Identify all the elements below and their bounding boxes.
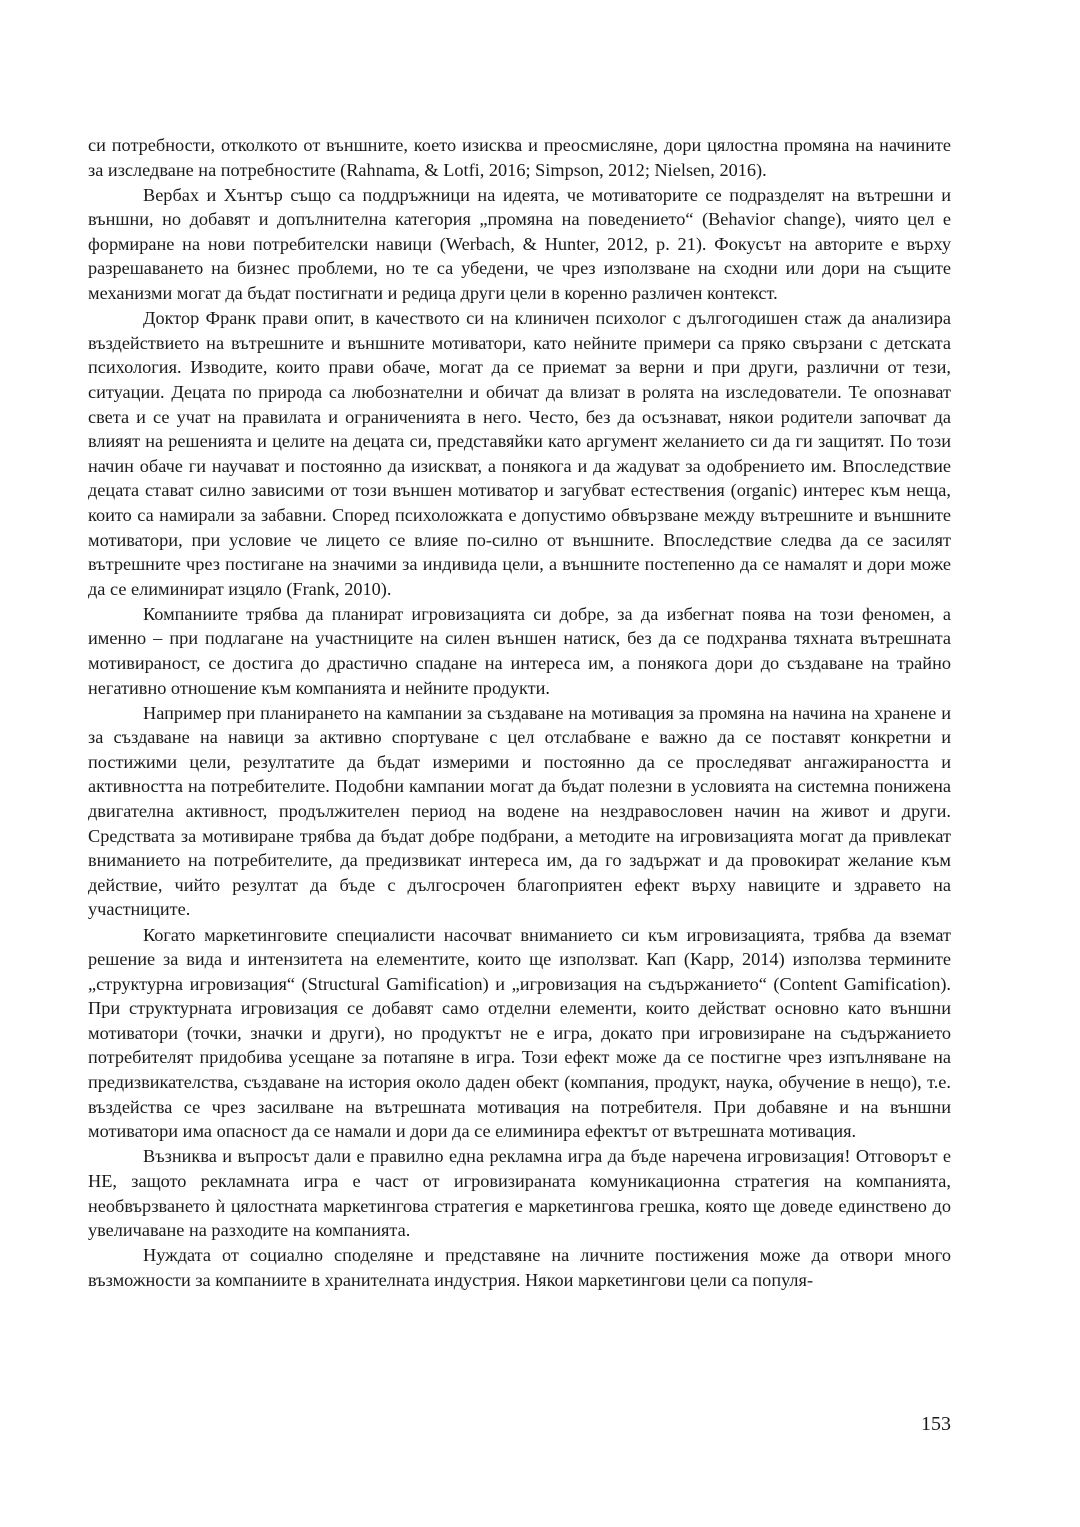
paragraph-campaign-example: Например при планирането на кампании за създаване на мотивация за промяна на начина на хранене и за създаване на навици за активно спортуване с цел отслабване е важно да се поставят конкретни и постижими цели, резултатите да бъдат измерими и постоянно да се проследяват ангажираността и активността на потребителите. Подобни кампании могат да бъдат полезни в условията на системна понижена двигателна активност, продължителен период на водене на нездравословен начин на живот и други. Средствата за мотивиране трябва да бъдат добре подбрани, а методите на игровизацията могат да привлекат вниманието на потребителите, да предизвикат интереса им, да го задържат и да провокират желание към действие, чийто резултат да бъде с дългосрочен благоприятен ефект върху навиците и здравето на участниците.	[88, 702, 951, 920]
paragraph-doctor-frank: Доктор Франк прави опит, в качеството си на клиничен психолог с дългогодишен стаж да анализира въздействието на вътрешните и външните мотиватори, като нейните примери са пряко свързани с детската психология. Изводите, които прави обаче, могат да се приемат за верни и при други, различни от тези, ситуации. Децата по природа са любознателни и обичат да влизат в ролята на изследователи. Те опознават света и се учат на правилата и ограниченията в него. Често, без да осъзнават, някои родители започват да влияят на решенията и целите на децата си, представяйки като аргумент желанието си да ги защитят. По този начин обаче ги научават и постоянно да изискват, а понякога и да жадуват за одобрението им. Впоследствие децата стават силно зависими от този външен мотиватор и загубват естествения (organic) интерес към неща, които са намирали за забавни. Според психоложката е допустимо обвързване между вътрешните и външните мотиватори, при условие че лицето се влияе по-силно от външните. Впоследствие следва да се засилят вътрешните чрез постигане на значими за индивида цели, а външните постепенно да се намалят и дори може да се елиминират изцяло (Frank, 2010).	[88, 308, 951, 599]
paragraph-continuation: си потребности, отколкото от външните, което изисква и преосмисляне, дори цялостна промяна на начините за изследване на потребностите (Rahnama, & Lotfi, 2016; Simpson, 2012; Nielsen, 2016).	[88, 135, 951, 180]
page-number: 153	[921, 1413, 951, 1435]
paragraph-companies-planning: Компаниите трябва да планират игровизацията си добре, за да избегнат поява на този феномен, а именно – при подлагане на участниците на силен външен натиск, без да се подхранва тяхната вътрешната мотивираност, се достига до драстично спадане на интереса им, а понякога дори до създаване на трайно негативно отношение към компанията и нейните продукти.	[88, 603, 951, 698]
paragraph-kapp-gamification: Когато маркетинговите специалисти насочват вниманието си към игровизацията, трябва да вземат решение за вида и интензитета на елементите, които ще използват. Кап (Kapp, 2014) използва термините „структурна игровизация“ (Structural Gamification) и „игровизация на съдържанието“ (Content Gamification). При структурната игровизация се добавят само отделни елементи, които действат основно като външни мотиватори (точки, значки и други), но продуктът не е игра, докато при игровизиране на съдържанието потребителят придобива усещане за потапяне в игра. Този ефект може да се постигне чрез изпълняване на предизвикателства, създаване на история около даден обект (компания, продукт, наука, обучение в нещо), т.е. въздейства се чрез засилване на вътрешната мотивация на потребителя. При добавяне и на външни мотиватори има опасност да се намали и дори да се елиминира ефектът от вътрешната мотивация.	[88, 924, 951, 1142]
body-text	[88, 133, 951, 1293]
paragraph-werbach-hunter: Вербах и Хънтър също са поддръжници на идеята, че мотиваторите се подразделят на вътрешни и външни, но добавят и допълнителна категория „промяна на поведението“ (Behavior change), чиято цел е формиране на нови потребителски навици (Werbach, & Hunter, 2012, p. 21). Фокусът на авторите е върху разрешаването на бизнес проблеми, но те са убедени, че чрез използване на сходни или дори на същите механизми могат да бъдат постигнати и редица други цели в коренно различен контекст.	[88, 184, 951, 304]
paragraph-advertising-game: Възниква и въпросът дали е правилно една рекламна игра да бъде наречена игровизация! Отговорът е НЕ, защото рекламната игра е част от игровизираната комуникационна стратегия на компанията, необвързването ѝ цялостната маркетингова стратегия е маркетингова грешка, която ще доведе единствено до увеличаване на разходите на компанията.	[88, 1146, 951, 1241]
paragraph-social-sharing: Нуждата от социално споделяне и представяне на личните постижения може да отвори много възможности за компаниите в хранителната индустрия. Някои маркетингови цели са популя-	[88, 1245, 951, 1290]
